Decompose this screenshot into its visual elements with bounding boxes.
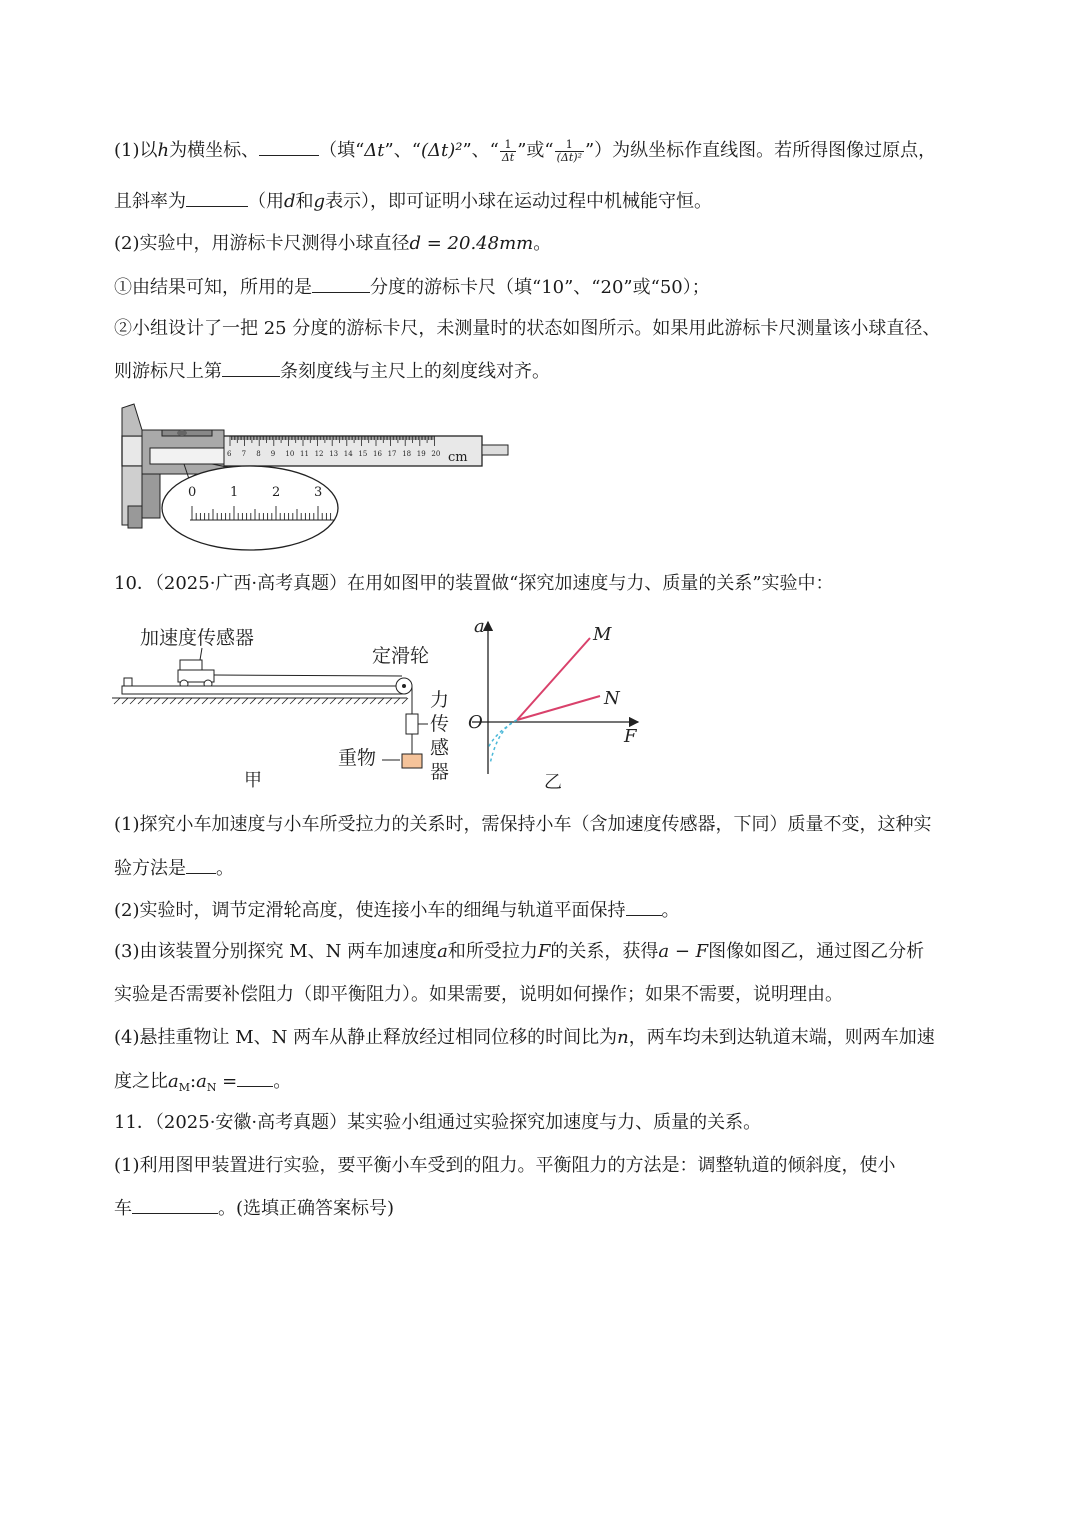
line-n-label: N	[604, 688, 620, 709]
ground-hatch	[314, 698, 320, 704]
answer-blank	[259, 137, 319, 156]
label-force-sensor-2: 传	[430, 713, 450, 735]
ground-hatch	[210, 698, 216, 704]
main-tick-label: 19	[416, 450, 426, 458]
ground-hatch	[250, 698, 256, 704]
ground-hatch	[146, 698, 152, 704]
ground-hatch	[114, 698, 120, 704]
ground-hatch	[322, 698, 328, 704]
ground-hatch	[194, 698, 200, 704]
ground-hatch	[274, 698, 280, 704]
main-tick-label: 18	[402, 450, 412, 458]
q11-part1-line2: 车 。(选填正确答案标号)	[114, 1195, 980, 1222]
q10-part1-line1: (1)探究小车加速度与小车所受拉力的关系时，需保持小车（含加速度传感器，下同）质量不变，这种实	[114, 814, 932, 835]
ground-hatch	[266, 698, 272, 704]
extrapolation-dashed-n	[488, 720, 517, 748]
vernier-caliper-figure	[112, 400, 512, 555]
main-tick-label: 11	[300, 450, 309, 458]
label-fixed-pulley: 定滑轮	[372, 645, 430, 667]
q10-part4-line1: (4)悬挂重物让 M、N 两车从静止释放经过相同位移的时间比为n，两车均未到达轨道末端，则两车加速	[114, 1027, 935, 1048]
label-force-sensor-4: 器	[430, 761, 450, 783]
main-tick-label: 17	[387, 450, 397, 458]
extrapolation-dashed-m	[490, 720, 517, 764]
ground-hatch	[202, 698, 208, 704]
ground-hatch	[170, 698, 176, 704]
vernier-tick-label: 3	[314, 485, 323, 500]
fraction-1-over-dt2: $\frac{1}{\text{(Δt)²}}$	[556, 137, 582, 164]
series-line-m	[517, 638, 590, 720]
ground-hatch	[242, 698, 248, 704]
var-h: h	[157, 140, 170, 161]
q9-part1-line1: (1)以h为横坐标、 （填“Δt”、“(Δt)²”、“ $\frac{1}{\Delta t}$ ”或“ $\frac{1}{\text{(Δt)²}}$ ”）为纵坐标作直线图。若所得图像过原点，	[114, 137, 937, 164]
ground-hatch	[282, 698, 288, 704]
q10-part2-line: (2)实验时，调节定滑轮高度，使连接小车的细绳与轨道平面保持 。	[114, 897, 980, 924]
q11-part1-line1: (1)利用图甲装置进行实验，要平衡小车受到的阻力。平衡阻力的方法是：调整轨道的倾斜度，使小	[114, 1155, 896, 1176]
q9-part2-line: (2)实验中，用游标卡尺测得小球直径d = 20.48mm。	[114, 233, 552, 254]
answer-blank	[132, 1195, 218, 1214]
q9-part2-sub2-line2: 则游标尺上第 条刻度线与主尺上的刻度线对齐。	[114, 358, 980, 385]
q10-figure-b-graph	[462, 614, 652, 799]
ground-hatch	[154, 698, 160, 704]
q10-part4-line2: 度之比$a_M:a_N$ = 。	[114, 1068, 980, 1101]
answer-blank	[312, 274, 370, 293]
ground-hatch	[306, 698, 312, 704]
answer-blank	[186, 188, 248, 207]
main-tick-label: 20	[431, 450, 441, 458]
main-tick-label: 7	[241, 450, 247, 458]
line-m-label: M	[593, 624, 612, 645]
ground-hatch	[258, 698, 264, 704]
answer-blank	[626, 897, 662, 916]
q9-part2-sub2: ②小组设计了一把 25 分度的游标卡尺，未测量时的状态如图所示。如果用此游标卡尺测量该小球直径、	[114, 318, 941, 339]
main-tick-label: 13	[329, 450, 339, 458]
origin-label: O	[468, 712, 483, 733]
ground-hatch	[138, 698, 144, 704]
ground-hatch	[178, 698, 184, 704]
main-tick-label: 15	[358, 450, 368, 458]
magnified-view	[162, 466, 338, 550]
ground-hatch	[130, 698, 136, 704]
ground-hatch	[394, 698, 400, 704]
caption-yi: 乙	[544, 772, 562, 793]
ground-hatch	[218, 698, 224, 704]
y-axis-label: a	[474, 616, 485, 637]
ground-hatch	[402, 698, 408, 704]
ground-hatch	[378, 698, 384, 704]
q9-part2-sub1: ①由结果可知，所用的是 分度的游标卡尺（填“10”、“20”或“50）；	[114, 274, 980, 301]
answer-blank	[186, 855, 216, 874]
main-tick-label: 16	[373, 450, 382, 458]
label-force-sensor-1: 力	[430, 689, 450, 711]
ground-hatch	[162, 698, 168, 704]
ground-hatch	[362, 698, 368, 704]
ground-hatch	[346, 698, 352, 704]
ground-hatch	[338, 698, 344, 704]
vernier-tick-label: 2	[272, 485, 281, 500]
ground-hatch	[122, 698, 128, 704]
label-acceleration-sensor: 加速度传感器	[140, 627, 255, 649]
q10-part3-line1: (3)由该装置分别探究 M、N 两车加速度a和所受拉力F的关系，获得a − F图像如图乙，通过图乙分析	[114, 941, 925, 962]
main-tick-label: 9	[270, 450, 276, 458]
q10-part3-line2: 实验是否需要补偿阻力（即平衡阻力）。如果需要，说明如何操作；如果不需要，说明理由。	[114, 984, 843, 1005]
x-axis-label: F	[624, 726, 637, 747]
main-scale-labels	[227, 450, 440, 458]
unit-label: cm	[448, 450, 468, 465]
vernier-tick-label: 0	[188, 485, 197, 500]
caption-jia: 甲	[244, 770, 262, 791]
ground-hatch	[226, 698, 232, 704]
ground-hatch	[290, 698, 296, 704]
ground-hatch	[298, 698, 304, 704]
vernier-tick-label: 1	[230, 485, 239, 500]
ground-hatch	[186, 698, 192, 704]
label-force-sensor-3: 感	[430, 737, 450, 759]
ground-hatch	[370, 698, 376, 704]
label-weight: 重物	[338, 747, 377, 769]
fraction-1-over-dt: $\frac{1}{\Delta t}$	[501, 137, 515, 164]
q10-title: 10．（2025·广西·高考真题）在用如图甲的装置做“探究加速度与力、质量的关系”实验中：	[114, 573, 834, 594]
main-tick-label: 6	[227, 450, 232, 458]
ground-hatch	[354, 698, 360, 704]
main-tick-label: 14	[343, 450, 353, 458]
q11-title: 11．（2025·安徽·高考真题）某实验小组通过实验探究加速度与力、质量的关系。	[114, 1112, 762, 1133]
series-line-n	[517, 696, 600, 720]
ground-hatch	[330, 698, 336, 704]
q10-figure-a-apparatus	[112, 614, 462, 799]
main-tick-label: 8	[256, 450, 261, 458]
main-tick-label: 12	[314, 450, 324, 458]
answer-blank	[237, 1068, 273, 1087]
q9-part1-line2: 且斜率为 （用d和g表示），即可证明小球在运动过程中机械能守恒。	[114, 188, 980, 215]
answer-blank	[222, 358, 280, 377]
main-tick-label: 10	[285, 450, 295, 458]
q10-part1-line2: 验方法是 。	[114, 855, 980, 882]
ground-hatch	[234, 698, 240, 704]
ground-hatch	[386, 698, 392, 704]
